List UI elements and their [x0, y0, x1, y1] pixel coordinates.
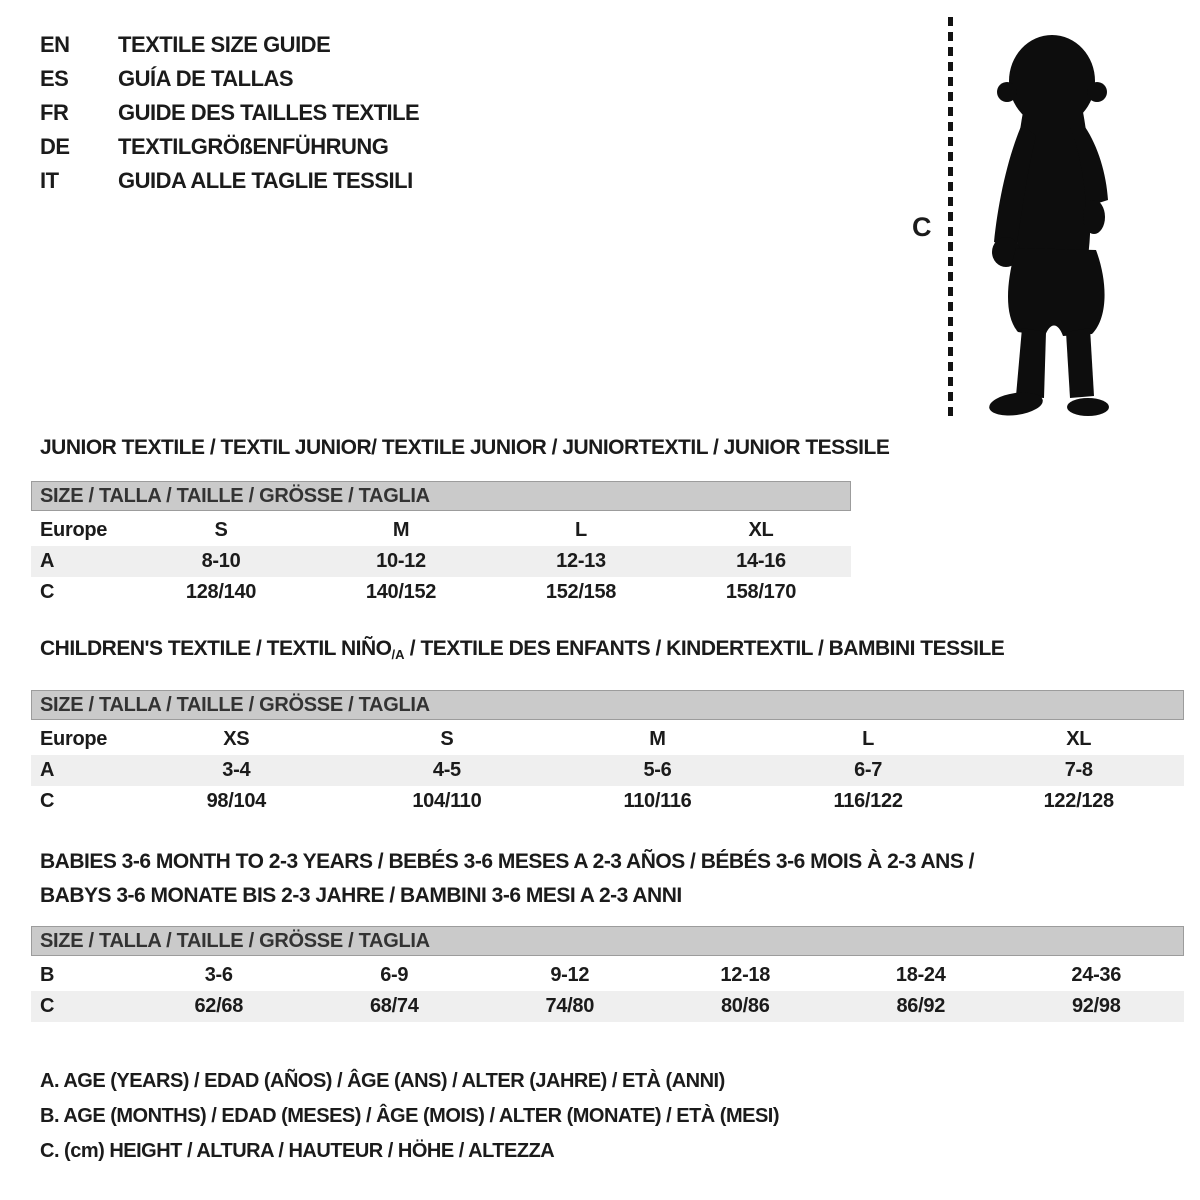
size-header-bar: SIZE / TALLA / TAILLE / GRÖSSE / TAGLIA — [31, 481, 851, 511]
age-cell: 9-12 — [550, 964, 590, 986]
size-cell: S — [214, 519, 228, 541]
table-row-europe — [31, 515, 851, 546]
language-row-fr — [40, 96, 419, 130]
row-label: A — [40, 550, 55, 572]
height-cell: 122/128 — [1043, 790, 1114, 812]
table-row-height-cm — [31, 786, 1184, 817]
guide-title-de: TEXTILGRÖßENFÜHRUNG — [118, 134, 389, 159]
row-label: Europe — [40, 519, 108, 541]
age-cell: 12-18 — [720, 964, 771, 986]
language-code: FR — [40, 100, 69, 125]
height-cell: 116/122 — [833, 790, 903, 812]
height-cell: 62/68 — [194, 995, 244, 1017]
height-cell: 86/92 — [896, 995, 946, 1017]
guide-title-en: TEXTILE SIZE GUIDE — [118, 32, 331, 57]
children-title-rest: / TEXTILE DES ENFANTS / KINDERTEXTIL / BAMBINI TESSILE — [404, 637, 1005, 660]
height-cell: 80/86 — [720, 995, 770, 1017]
age-cell: 18-24 — [895, 964, 946, 986]
language-code: EN — [40, 32, 70, 57]
age-cell: 6-9 — [380, 964, 409, 986]
babies-section-title — [40, 845, 974, 913]
height-cell: 92/98 — [1071, 995, 1121, 1017]
height-cell: 158/170 — [725, 581, 797, 603]
babies-title-line1: BABIES 3-6 MONTH TO 2-3 YEARS / BEBÉS 3-6 MESES A 2-3 AÑOS / BÉBÉS 3-6 MOIS À 2-3 ANS / — [40, 850, 975, 873]
age-cell: 4-5 — [432, 759, 461, 781]
height-measure-label: C — [912, 212, 932, 242]
height-cell: 98/104 — [206, 790, 266, 812]
size-cell: S — [440, 728, 454, 750]
guide-title-es: GUÍA DE TALLAS — [118, 66, 294, 91]
height-cell: 110/116 — [623, 790, 692, 812]
language-row-it — [40, 164, 419, 198]
table-row-age-months — [31, 960, 1184, 991]
age-cell: 3-6 — [204, 964, 233, 986]
age-cell: 6-7 — [854, 759, 883, 781]
row-label: B — [40, 964, 55, 986]
language-code: ES — [40, 66, 69, 91]
size-header-bar: SIZE / TALLA / TAILLE / GRÖSSE / TAGLIA — [31, 926, 1184, 956]
height-figure — [900, 0, 1200, 432]
height-measure-dashed-line — [948, 17, 953, 417]
size-cell: L — [575, 519, 587, 541]
row-label: C — [40, 581, 55, 603]
measurement-legend — [40, 1064, 779, 1169]
children-title-main: CHILDREN'S TEXTILE / TEXTIL NIÑO — [40, 637, 392, 660]
size-cell: M — [649, 728, 666, 750]
legend-line-c: C. (cm) HEIGHT / ALTURA / HAUTEUR / HÖHE / ALTEZZA — [40, 1140, 555, 1162]
height-cell: 152/158 — [545, 581, 617, 603]
legend-line-b: B. AGE (MONTHS) / EDAD (MESES) / ÂGE (MOIS) / ALTER (MONATE) / ETÀ (MESI) — [40, 1105, 780, 1127]
size-cell: XL — [1066, 728, 1092, 750]
size-cell: M — [392, 519, 410, 541]
row-label: Europe — [40, 728, 108, 750]
children-section-title — [40, 637, 1004, 662]
legend-line-a: A. AGE (YEARS) / EDAD (AÑOS) / ÂGE (ANS) / ALTER (JAHRE) / ETÀ (ANNI) — [40, 1070, 725, 1092]
height-cell: 104/110 — [412, 790, 482, 812]
size-cell: XL — [748, 519, 774, 541]
guide-title-it: GUIDA ALLE TAGLIE TESSILI — [118, 168, 413, 193]
row-label: C — [40, 790, 55, 812]
age-cell: 7-8 — [1064, 759, 1093, 781]
age-cell: 12-13 — [556, 550, 606, 572]
table-row-europe — [31, 724, 1184, 755]
language-row-es — [40, 62, 419, 96]
guide-title-fr: GUIDE DES TAILLES TEXTILE — [118, 100, 420, 125]
age-cell: 5-6 — [643, 759, 672, 781]
language-row-en — [40, 28, 419, 62]
language-code: DE — [40, 134, 70, 159]
size-header-bar: SIZE / TALLA / TAILLE / GRÖSSE / TAGLIA — [31, 690, 1184, 720]
age-cell: 10-12 — [376, 550, 426, 572]
age-cell: 3-4 — [222, 759, 251, 781]
babies-size-table — [31, 926, 1184, 1022]
language-title-list — [40, 28, 419, 198]
junior-size-table — [31, 481, 851, 608]
size-cell: L — [862, 728, 875, 750]
table-row-age-years — [31, 755, 1184, 786]
table-row-height-cm — [31, 577, 851, 608]
babies-title-line2: BABYS 3-6 MONATE BIS 2-3 JAHRE / BAMBINI 3-6 MESI A 2-3 ANNI — [40, 884, 682, 907]
height-cell: 68/74 — [369, 995, 419, 1017]
children-title-sub: /A — [391, 647, 405, 662]
table-row-height-cm — [31, 991, 1184, 1022]
children-size-table — [31, 690, 1184, 817]
language-row-de — [40, 130, 419, 164]
age-cell: 8-10 — [201, 550, 241, 572]
age-cell: 14-16 — [736, 550, 786, 572]
height-cell: 74/80 — [545, 995, 595, 1017]
height-cell: 140/152 — [365, 581, 437, 603]
table-row-age-years — [31, 546, 851, 577]
language-code: IT — [40, 168, 59, 193]
row-label: A — [40, 759, 55, 781]
height-cell: 128/140 — [185, 581, 257, 603]
junior-section-title: JUNIOR TEXTILE / TEXTIL JUNIOR/ TEXTILE JUNIOR / JUNIORTEXTIL / JUNIOR TESSILE — [40, 436, 890, 459]
age-cell: 24-36 — [1071, 964, 1122, 986]
toddler-silhouette-icon — [966, 20, 1138, 418]
size-cell: XS — [223, 728, 250, 750]
row-label: C — [40, 995, 55, 1017]
